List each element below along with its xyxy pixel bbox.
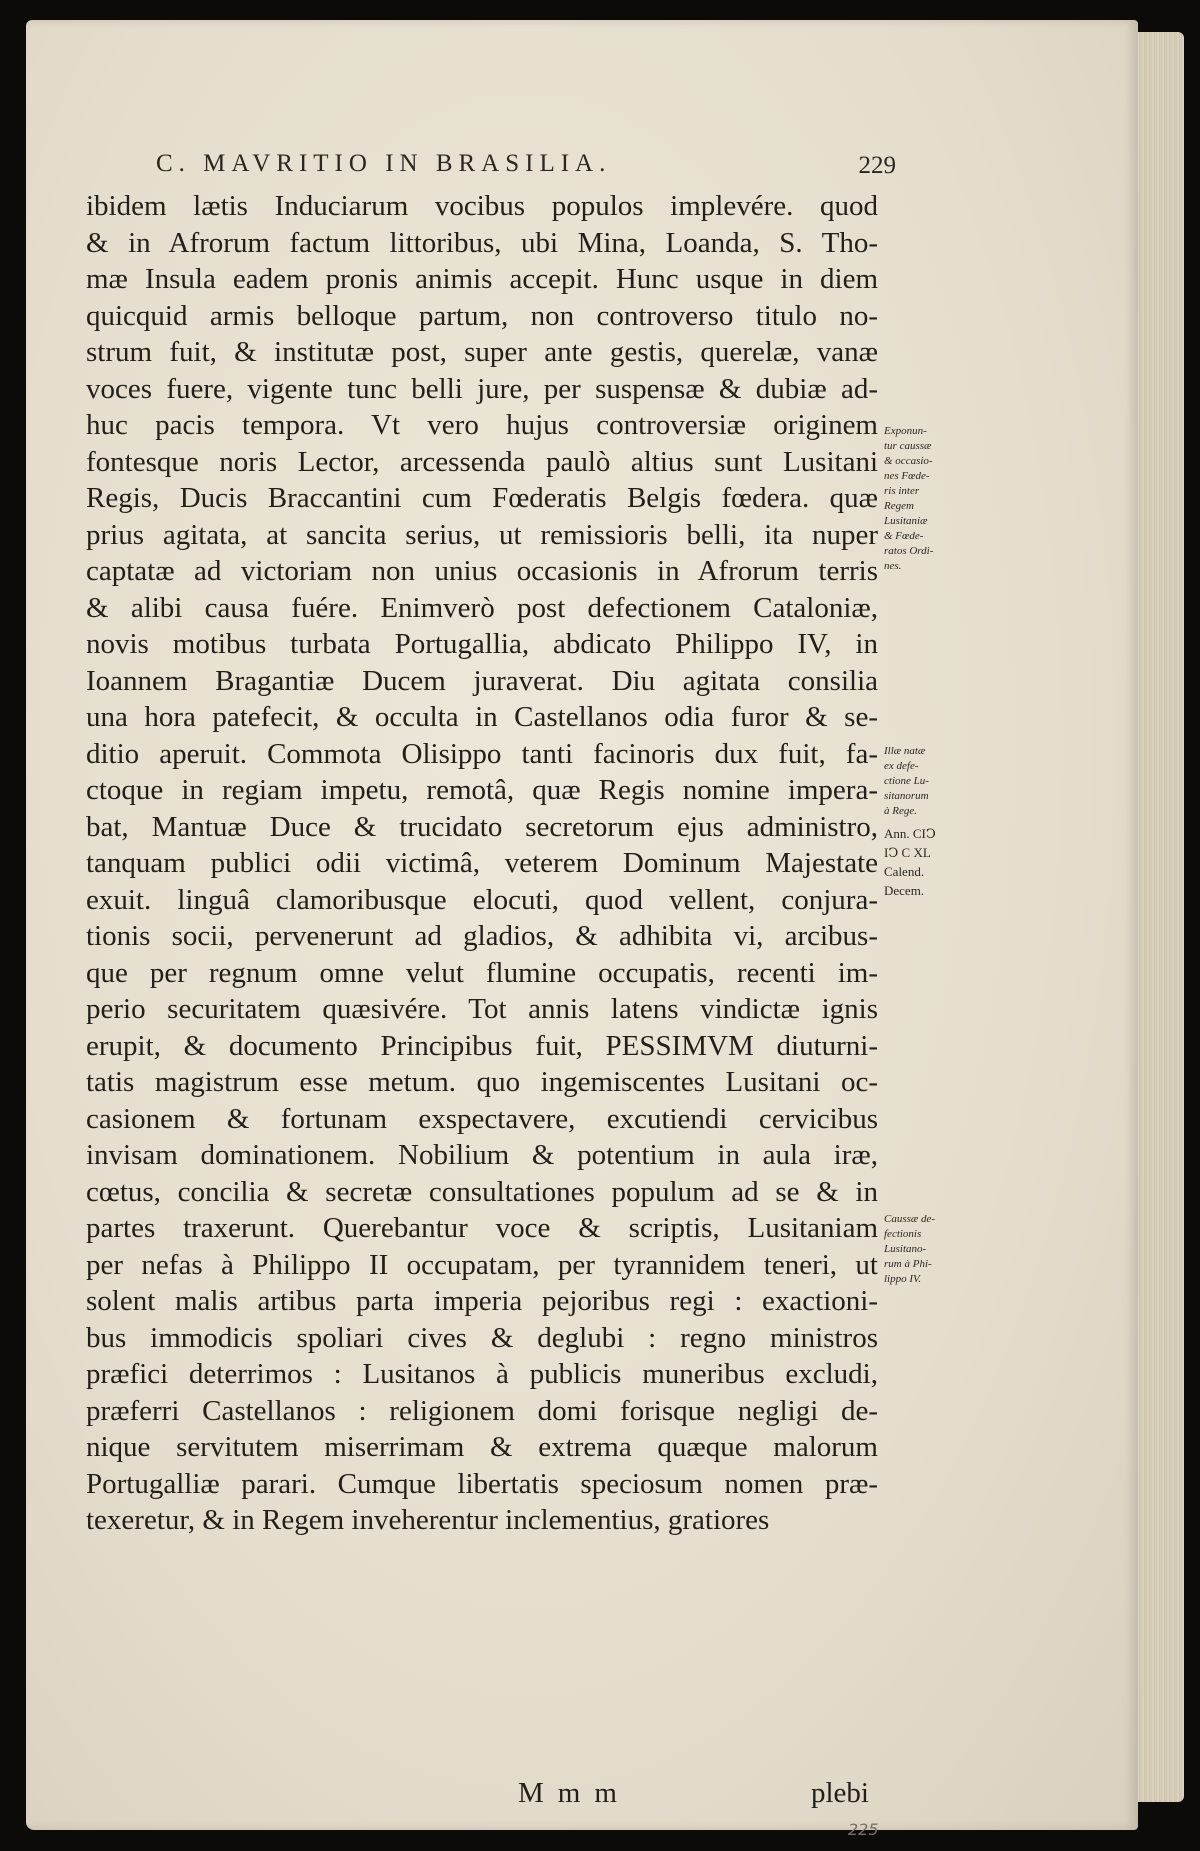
text-line: captatæ ad victoriam non unius occasionis in Afrorum terris [86,555,878,587]
text-line: Ioannem Bragantiæ Ducem juraverat. Diu agitata consilia [86,664,878,697]
running-head: C. MAVRITIO IN BRASILIA. [156,150,612,177]
text-line: solent malis artibus parta imperia pejoribus regi : exactioni- [86,1285,878,1317]
margin-note-defection [884,1212,974,1287]
text-line: & in Afrorum factum littoribus, ubi Mina, Loanda, S. Tho- [86,226,878,259]
margin-note-line: rum à Phi- [884,1258,932,1270]
text-line: partes traxerunt. Querebantur voce & scriptis, Lusitaniam [86,1212,878,1244]
signature-mark: Mmm [518,1777,631,1809]
text-line: huc pacis tempora. Vt vero hujus controversiæ originem [86,409,878,441]
body-text [86,188,878,1539]
text-line: perio securitatem quæsivére. Tot annis latens vindictæ ignis [86,993,878,1025]
text-line: cœtus, concilia & secretæ consultationes populum ad se & in [86,1175,878,1208]
margin-note-line: ratos Ordi- [884,545,934,557]
text-line: bat, Mantuæ Duce & trucidato secretorum ejus administro, [86,810,878,843]
text-line: novis motibus turbata Portugallia, abdicato Philippo IV, in [86,628,878,660]
pencil-folio-number: 225 [848,1820,879,1839]
text-line: mæ Insula eadem pronis animis accepit. Hunc usque in diem [86,263,878,295]
margin-date-line: IↃ C XL [884,845,931,860]
text-line: & alibi causa fuére. Enimverò post defectionem Cataloniæ, [86,591,878,624]
margin-note-line: ex defe- [884,760,919,772]
margin-note-line: & occasio- [884,455,933,467]
margin-note-line: Exponun- [884,425,927,437]
margin-note-line: nes Fœde- [884,470,930,482]
text-line: præferri Castellanos : religionem domi forisque negligi de- [86,1394,878,1427]
text-line: casionem & fortunam exspectavere, excutiendi cervicibus [86,1102,878,1135]
text-line: erupit, & documento Principibus fuit, PESSIMVM diuturni- [86,1029,878,1062]
margin-note-origin [884,744,974,819]
text-line: per nefas à Philippo II occupatam, per tyrannidem teneri, ut [86,1248,878,1281]
margin-note-line: fectionis [884,1228,922,1240]
margin-note-line: Illæ natæ [884,745,926,757]
text-line: tionis socii, pervenerunt ad gladios, & adhibita vi, arcibus- [86,920,878,952]
margin-note-line: tur caussæ [884,440,932,452]
margin-date-line: Decem. [884,883,925,898]
margin-date-line: Calend. [884,864,925,879]
margin-note-line: nes. [884,560,902,572]
text-line: texeretur, & in Regem inveherentur inclementius, gratiores [86,1504,770,1536]
text-line: præfici deterrimos : Lusitanos à publicis muneribus excludi, [86,1358,878,1390]
text-line: bus immodicis spoliari cives & deglubi : regno ministros [86,1321,878,1354]
text-line: prius agitata, at sancita serius, ut remissioris belli, ita nuper [86,518,878,551]
text-line: ibidem lætis Induciarum vocibus populos implevére. quod [86,190,878,222]
text-line: voces fuere, vigente tunc belli jure, per suspensæ & dubiæ ad- [86,372,878,405]
margin-note-line: lippo IV. [884,1273,922,1285]
margin-note-line: & Fœde- [884,530,924,542]
margin-note-line: Caussæ de- [884,1213,936,1225]
text-line: que per regnum omne velut flumine occupatis, recenti im- [86,956,878,989]
margin-note-line: Lusitano- [884,1243,927,1255]
text-line: tatis magistrum esse metum. quo ingemiscentes Lusitani oc- [86,1066,878,1098]
text-line: invisam dominationem. Nobilium & potentium in aula iræ, [86,1139,878,1171]
text-line: ditio aperuit. Commota Olisippo tanti facinoris dux fuit, fa- [86,737,878,770]
text-line: quicquid armis belloque partum, non controverso titulo no- [86,299,878,332]
margin-note-causes [884,424,974,574]
text-line: ctoque in regiam impetu, remotâ, quæ Regis nomine impera- [86,774,878,806]
margin-note-line: à Rege. [884,805,917,817]
margin-date [884,824,974,900]
catchword: plebi [811,1777,869,1809]
text-line: fontesque noris Lector, arcessenda paulò altius sunt Lusitani [86,445,878,478]
text-line: exuit. linguâ clamoribusque elocuti, quod vellent, conjura- [86,883,878,916]
margin-date-line: Ann. CIↃ [884,826,936,841]
text-line: nique servitutem miserrimam & extrema quæque malorum [86,1431,878,1463]
margin-note-line: ctione Lu- [884,775,929,787]
margin-note-line: ris inter [884,485,920,497]
text-line: strum fuit, & institutæ post, super ante gestis, querelæ, vanæ [86,336,878,368]
text-line: una hora patefecit, & occulta in Castellanos odia furor & se- [86,701,878,733]
text-line: Portugalliæ parari. Cumque libertatis speciosum nomen præ- [86,1467,878,1500]
margin-note-line: Regem [884,500,914,512]
text-line: tanquam publici odii victimâ, veterem Dominum Majestate [86,847,878,879]
margin-note-line: sitanorum [884,790,929,802]
page-header [156,150,896,190]
text-line: Regis, Ducis Braccantini cum Fœderatis Belgis fœdera. quæ [86,482,878,514]
margin-note-line: Lusitaniæ [884,515,928,527]
page-number: 229 [858,152,896,179]
